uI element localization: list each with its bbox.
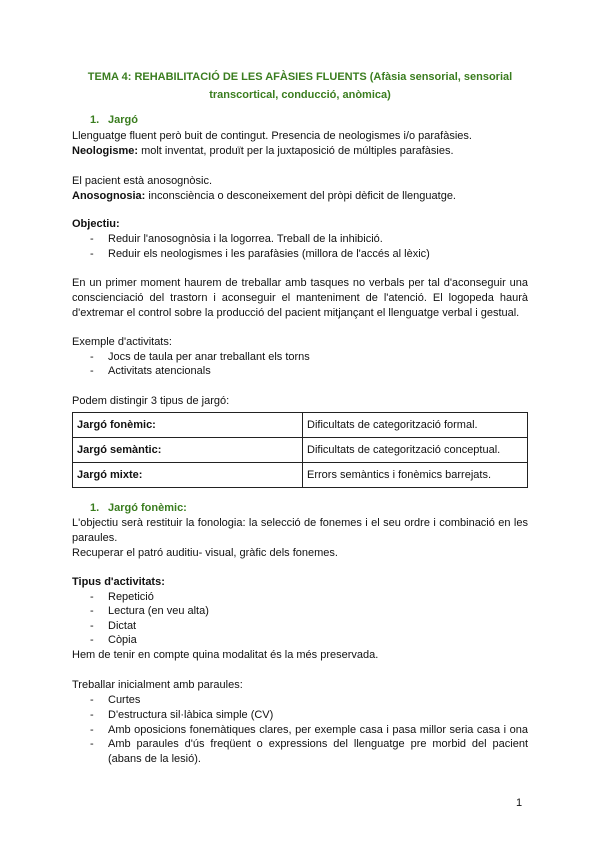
paragraph: Recuperar el patró auditiu- visual, gràfic dels fonemes. [72,547,338,559]
table-cell: Dificultats de categorització conceptual. [303,438,528,463]
table-cell: Jargó semàntic: [73,438,303,463]
table-row [73,413,528,438]
section-title: Jargó [108,114,138,126]
table-row [73,463,528,488]
paragraph-line: conscienciació del trastorn i aconseguir el manteniment de l'atenció. El logopeda haurà [72,292,528,304]
definition-neologisme [72,144,528,159]
paragraph: Llenguatge fluent però buit de contingut. Presencia de neologismes i/o parafàsies. [72,130,472,142]
term: Neologisme: [72,145,139,157]
page-number: 1 [516,797,523,809]
bullet-dash: - [90,365,94,377]
table-cell: Errors semàntics i fonèmics barrejats. [303,463,528,488]
bullet-dash: - [90,233,94,245]
definition: molt inventat, produït per la juxtaposició de múltiples parafàsies. [138,145,454,157]
term: Anosognosia: [72,190,146,202]
definition-anosognosia [72,189,528,204]
paragraph: El pacient està anosognòsic. [72,175,213,187]
exemple-label: Exemple d'activitats: [72,336,172,348]
tipus-label: Tipus d'activitats: [72,576,165,588]
document-title-line-2: transcortical, conducció, anòmica) [209,89,391,101]
list-item-text: Activitats atencionals [108,365,211,377]
bullet-dash: - [90,620,94,632]
table-cell: Dificultats de categorització formal. [303,413,528,438]
bullet-dash: - [90,351,94,363]
section-number: 1. [90,502,100,514]
jargo-types-table [72,412,528,488]
table-cell: Jargó fonèmic: [73,413,303,438]
section-number: 1. [90,114,100,126]
paragraph-line: d'extremar el control sobre la producció del pacient mitjançant el llenguatge verbal i gestual. [72,307,520,319]
definition: inconsciència o desconeixement del pròpi dèficit de llenguatge. [145,190,456,202]
list-item-text: Curtes [108,694,141,706]
bullet-dash: - [90,694,94,706]
paragraph: Podem distingir 3 tipus de jargó: [72,395,230,407]
list-item-text: Lectura (en veu alta) [108,605,209,617]
table-row [73,438,528,463]
bullet-dash: - [90,605,94,617]
list-item-continuation: (abans de la lesió). [108,753,201,765]
bullet-dash: - [90,724,94,736]
paragraph-line: paraules. [72,532,118,544]
bullet-dash: - [90,591,94,603]
bullet-dash: - [90,634,94,646]
list-item-text: Amb paraules d'ús freqüent o expressions del llenguatge pre morbid del pacient [108,738,528,750]
table-cell: Jargó mixte: [73,463,303,488]
list-item-text: Reduir els neologismes i les parafàsies (millora de l'accés al lèxic) [108,248,430,260]
paragraph-line: En un primer moment haurem de treballar amb tasques no verbals per tal d'aconseguir una [72,277,528,289]
bullet-dash: - [90,709,94,721]
list-item-text: Repetició [108,591,154,603]
bullet-dash: - [90,738,94,750]
list-item-text: Jocs de taula per anar treballant els torns [108,351,310,363]
list-item-text: Reduir l'anosognòsia i la logorrea. Treball de la inhibició. [108,233,383,245]
document-title-line-1: TEMA 4: REHABILITACIÓ DE LES AFÀSIES FLUENTS (Afàsia sensorial, sensorial [87,71,513,83]
list-item-text: Dictat [108,620,137,632]
bullet-dash: - [90,248,94,260]
list-item-text: D'estructura sil·làbica simple (CV) [108,709,274,721]
list-item-text: Còpia [108,634,137,646]
objectiu-label: Objectiu: [72,218,120,230]
paragraph: Hem de tenir en compte quina modalitat és la més preservada. [72,649,379,661]
list-item-text: Amb oposicions fonemàtiques clares, per exemple casa i pasa millor seria casa i ona [108,724,528,736]
treballar-label: Treballar inicialment amb paraules: [72,679,243,691]
section-title: Jargó fonèmic: [108,502,187,514]
paragraph-line: L'objectiu serà restituir la fonologia: la selecció de fonemes i el seu ordre i combinació en les [72,517,528,529]
